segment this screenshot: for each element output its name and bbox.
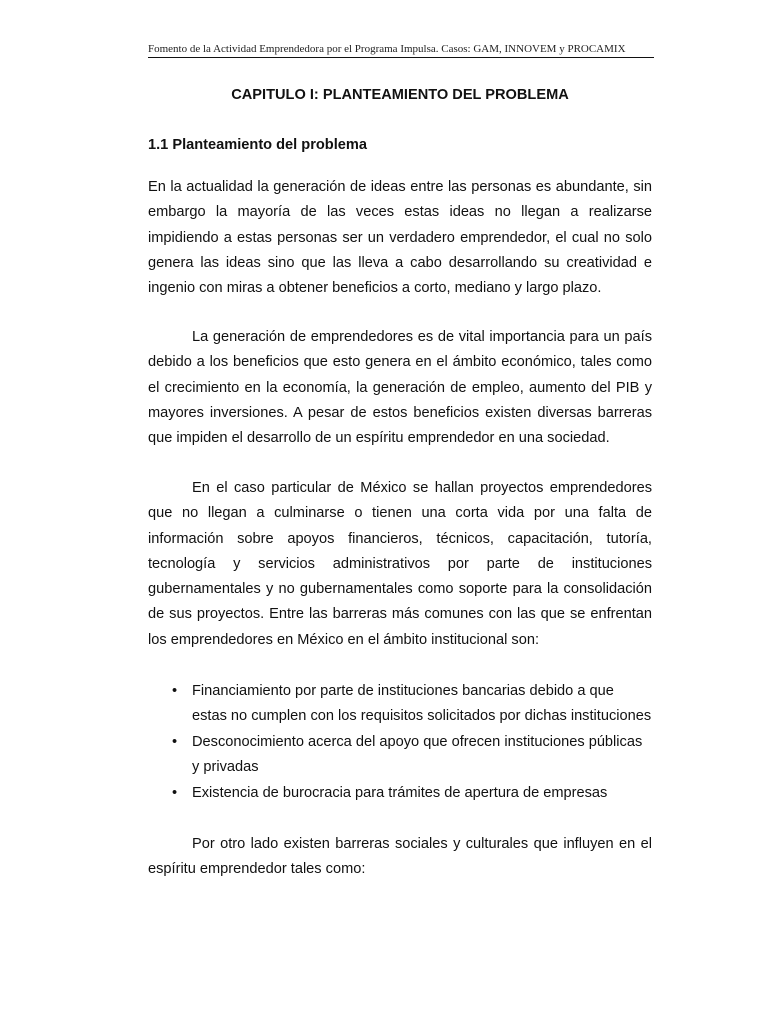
bullet-icon: •	[172, 683, 178, 699]
paragraph-4: Por otro lado existen barreras sociales y culturales que influyen en el espíritu emprendedor tales como:	[148, 836, 652, 878]
list-item-text: Financiamiento por parte de instituciones bancarias debido a que estas no cumplen con los requisitos solicitados por dichas instituciones	[192, 683, 652, 724]
chapter-title: CAPITULO I: PLANTEAMIENTO DEL PROBLEMA	[231, 87, 569, 103]
paragraph-2: La generación de emprendedores es de vital importancia para un país debido a los beneficios que esto genera en el ámbito económico, tales como el crecimiento en la economía, la generación de empleo, aumento del PIB y mayores inversiones. A pesar de estos beneficios existen diversas barreras que impiden el desarrollo de un espíritu emprendedor en una sociedad.	[148, 329, 652, 447]
section-heading: 1.1 Planteamiento del problema	[148, 137, 367, 153]
header-divider	[148, 57, 654, 58]
list-item	[148, 679, 652, 728]
list-item	[148, 781, 652, 806]
bullet-icon: •	[172, 785, 178, 801]
barriers-list	[148, 679, 652, 808]
paragraph-3: En el caso particular de México se hallan proyectos emprendedores que no llegan a culminarse o tienen una corta vida por una falta de información sobre apoyos financieros, técnicos, capacitación, tutoría, tecnología y servicios administrativos por parte de instituciones gubernamentales y no gubernamentales como soporte para la consolidación de sus proyectos. Entre las barreras más comunes con las que se enfrentan los emprendedores en México en el ámbito institucional son:	[148, 480, 652, 648]
running-header: Fomento de la Actividad Emprendedora por el Programa Impulsa. Casos: GAM, INNOVEM y PROCAMIX	[148, 43, 626, 55]
list-item	[148, 730, 652, 779]
list-item-text: Desconocimiento acerca del apoyo que ofrecen instituciones públicas y privadas	[192, 734, 643, 775]
paragraph-1: En la actualidad la generación de ideas entre las personas es abundante, sin embargo la mayoría de las veces estas ideas no llegan a realizarse impidiendo a estas personas ser un verdadero emprendedor, el cual no solo genera las ideas sino que las lleva a cabo desarrollando su creatividad e ingenio con miras a obtener beneficios a corto, mediano y largo plazo.	[148, 179, 652, 297]
bullet-icon: •	[172, 734, 178, 750]
list-item-text: Existencia de burocracia para trámites de apertura de empresas	[192, 785, 608, 801]
